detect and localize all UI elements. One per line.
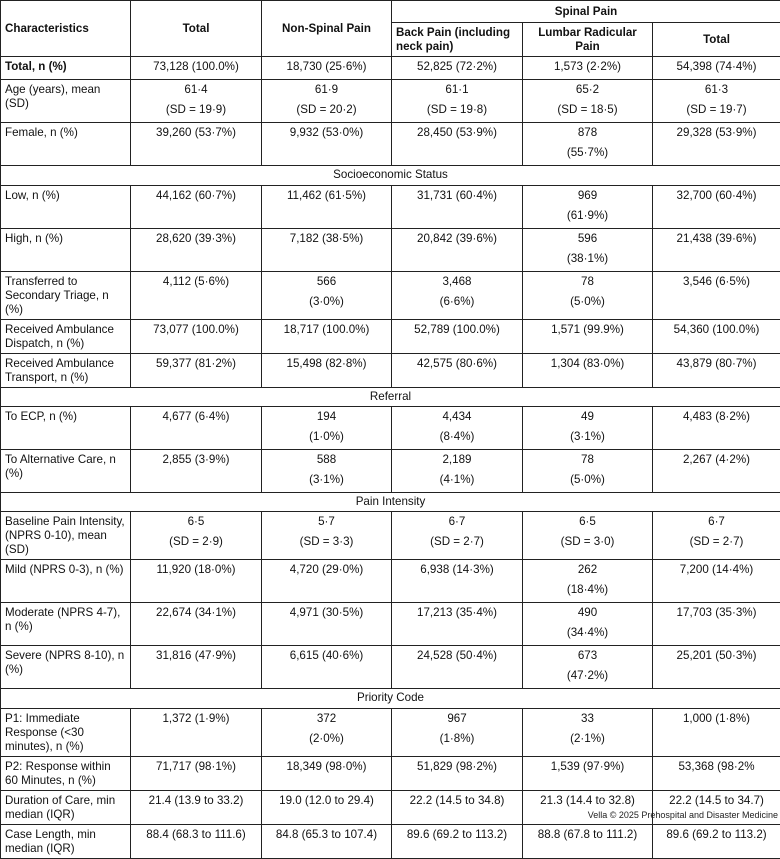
cell-value: 4,483 (8·2%) bbox=[657, 407, 776, 427]
table-cell bbox=[262, 709, 392, 757]
cell-value: 1,573 (2·2%) bbox=[527, 57, 648, 77]
header-non-spinal-pain: Non-Spinal Pain bbox=[262, 1, 392, 57]
table-row bbox=[1, 407, 780, 450]
table-cell bbox=[262, 450, 392, 493]
table-cell bbox=[131, 272, 262, 320]
cell-value-secondary: (SD = 19·9) bbox=[135, 100, 257, 120]
table-cell bbox=[131, 791, 262, 825]
cell-value-secondary: (SD = 20·2) bbox=[266, 100, 387, 120]
table-cell bbox=[131, 512, 262, 560]
cell-value-secondary: (2·1%) bbox=[527, 729, 648, 749]
cell-value: 61·4 bbox=[135, 80, 257, 100]
cell-value: 194 bbox=[266, 407, 387, 427]
table-cell bbox=[653, 354, 780, 388]
table-cell bbox=[523, 560, 653, 603]
cell-value: 31,731 (60·4%) bbox=[396, 186, 518, 206]
cell-value: 6,615 (40·6%) bbox=[266, 646, 387, 666]
copyright-caption: Vella © 2025 Prehospital and Disaster Medicine bbox=[588, 810, 778, 820]
cell-value: 39,260 (53·7%) bbox=[135, 123, 257, 143]
cell-value-secondary: (1·0%) bbox=[266, 427, 387, 447]
cell-value-secondary: (55·7%) bbox=[527, 143, 648, 163]
table-cell bbox=[523, 229, 653, 272]
table-cell bbox=[523, 80, 653, 123]
cell-value: 18,717 (100.0%) bbox=[266, 320, 387, 340]
cell-value: 18,730 (25·6%) bbox=[266, 57, 387, 77]
cell-value: 54,398 (74·4%) bbox=[657, 57, 776, 77]
cell-value: 490 bbox=[527, 603, 648, 623]
table-cell bbox=[523, 512, 653, 560]
cell-value: 24,528 (50·4%) bbox=[396, 646, 518, 666]
section-row bbox=[1, 388, 780, 407]
table-cell bbox=[653, 186, 780, 229]
table-cell bbox=[262, 123, 392, 166]
cell-value-secondary: (SD = 2·7) bbox=[657, 532, 776, 552]
cell-value: 1,000 (1·8%) bbox=[657, 709, 776, 729]
cell-value: 596 bbox=[527, 229, 648, 249]
table-cell bbox=[523, 57, 653, 80]
table-cell bbox=[262, 560, 392, 603]
cell-value: 9,932 (53·0%) bbox=[266, 123, 387, 143]
table-cell bbox=[131, 80, 262, 123]
cell-value: 967 bbox=[396, 709, 518, 729]
cell-value: 51,829 (98·2%) bbox=[396, 757, 518, 777]
cell-value-secondary: (38·1%) bbox=[527, 249, 648, 269]
cell-value: 673 bbox=[527, 646, 648, 666]
table-row bbox=[1, 603, 780, 646]
table-header bbox=[1, 1, 780, 57]
cell-value-secondary: (5·0%) bbox=[527, 470, 648, 490]
table-cell bbox=[392, 354, 523, 388]
table-cell bbox=[392, 80, 523, 123]
row-label: P1: Immediate Response (<30 minutes), n (%) bbox=[1, 709, 131, 757]
table-row bbox=[1, 57, 780, 80]
table-row bbox=[1, 450, 780, 493]
section-heading: Pain Intensity bbox=[1, 493, 780, 512]
table-cell bbox=[523, 186, 653, 229]
table-row bbox=[1, 709, 780, 757]
cell-value: 2,189 bbox=[396, 450, 518, 470]
cell-value: 7,200 (14·4%) bbox=[657, 560, 776, 580]
cell-value-secondary: (SD = 2·9) bbox=[135, 532, 257, 552]
cell-value: 22.2 (14.5 to 34.7) bbox=[657, 791, 776, 811]
cell-value: 61·9 bbox=[266, 80, 387, 100]
header-lumbar-radicular-pain: Lumbar Radicular Pain bbox=[523, 23, 653, 57]
cell-value-secondary: (2·0%) bbox=[266, 729, 387, 749]
row-label: Baseline Pain Intensity, (NPRS 0-10), mean (SD) bbox=[1, 512, 131, 560]
row-label: Severe (NPRS 8-10), n (%) bbox=[1, 646, 131, 689]
header-back-pain: Back Pain (including neck pain) bbox=[392, 23, 523, 57]
row-label: Low, n (%) bbox=[1, 186, 131, 229]
row-label: Age (years), mean (SD) bbox=[1, 80, 131, 123]
cell-value: 4,434 bbox=[396, 407, 518, 427]
cell-value: 89.6 (69.2 to 113.2) bbox=[657, 825, 776, 845]
table-cell bbox=[262, 603, 392, 646]
row-label: High, n (%) bbox=[1, 229, 131, 272]
cell-value: 18,349 (98·0%) bbox=[266, 757, 387, 777]
table-cell bbox=[262, 825, 392, 859]
cell-value: 33 bbox=[527, 709, 648, 729]
cell-value: 21.4 (13.9 to 33.2) bbox=[135, 791, 257, 811]
cell-value: 53,368 (98·2% bbox=[657, 757, 776, 777]
table-body bbox=[1, 57, 780, 859]
cell-value: 2,267 (4·2%) bbox=[657, 450, 776, 470]
cell-value: 566 bbox=[266, 272, 387, 292]
cell-value-secondary: (8·4%) bbox=[396, 427, 518, 447]
cell-value: 4,971 (30·5%) bbox=[266, 603, 387, 623]
cell-value: 588 bbox=[266, 450, 387, 470]
cell-value-secondary: (4·1%) bbox=[396, 470, 518, 490]
table-cell bbox=[262, 272, 392, 320]
cell-value: 52,825 (72·2%) bbox=[396, 57, 518, 77]
table-cell bbox=[653, 320, 780, 354]
row-label: Received Ambulance Transport, n (%) bbox=[1, 354, 131, 388]
table-cell bbox=[392, 229, 523, 272]
table-row bbox=[1, 272, 780, 320]
table-cell bbox=[392, 709, 523, 757]
cell-value: 1,539 (97·9%) bbox=[527, 757, 648, 777]
cell-value: 17,703 (35·3%) bbox=[657, 603, 776, 623]
cell-value: 71,717 (98·1%) bbox=[135, 757, 257, 777]
table-cell bbox=[653, 560, 780, 603]
cell-value-secondary: (1·8%) bbox=[396, 729, 518, 749]
table-cell bbox=[131, 560, 262, 603]
cell-value: 21,438 (39·6%) bbox=[657, 229, 776, 249]
row-label: Transferred to Secondary Triage, n (%) bbox=[1, 272, 131, 320]
table-cell bbox=[392, 646, 523, 689]
cell-value: 32,700 (60·4%) bbox=[657, 186, 776, 206]
table-row bbox=[1, 186, 780, 229]
table-row bbox=[1, 354, 780, 388]
table-cell bbox=[392, 57, 523, 80]
table-cell bbox=[262, 757, 392, 791]
table-row bbox=[1, 757, 780, 791]
table-cell bbox=[262, 791, 392, 825]
table-cell bbox=[653, 123, 780, 166]
table-cell bbox=[392, 757, 523, 791]
table-cell bbox=[523, 603, 653, 646]
cell-value: 89.6 (69.2 to 113.2) bbox=[396, 825, 518, 845]
header-characteristics: Characteristics bbox=[1, 1, 131, 57]
table-cell bbox=[392, 560, 523, 603]
cell-value: 4,677 (6·4%) bbox=[135, 407, 257, 427]
cell-value: 5·7 bbox=[266, 512, 387, 532]
cell-value-secondary: (6·6%) bbox=[396, 292, 518, 312]
cell-value: 262 bbox=[527, 560, 648, 580]
header-total: Total bbox=[131, 1, 262, 57]
table-cell bbox=[523, 450, 653, 493]
cell-value-secondary: (18·4%) bbox=[527, 580, 648, 600]
cell-value: 28,450 (53·9%) bbox=[396, 123, 518, 143]
row-label: Received Ambulance Dispatch, n (%) bbox=[1, 320, 131, 354]
cell-value: 61·3 bbox=[657, 80, 776, 100]
cell-value-secondary: (SD = 3·3) bbox=[266, 532, 387, 552]
table-cell bbox=[523, 407, 653, 450]
table-cell bbox=[392, 272, 523, 320]
table-cell bbox=[392, 825, 523, 859]
cell-value: 22,674 (34·1%) bbox=[135, 603, 257, 623]
table-row bbox=[1, 80, 780, 123]
cell-value: 25,201 (50·3%) bbox=[657, 646, 776, 666]
table-cell bbox=[653, 80, 780, 123]
table-cell bbox=[131, 354, 262, 388]
cell-value-secondary: (47·2%) bbox=[527, 666, 648, 686]
cell-value: 6·5 bbox=[135, 512, 257, 532]
cell-value: 20,842 (39·6%) bbox=[396, 229, 518, 249]
cell-value: 6,938 (14·3%) bbox=[396, 560, 518, 580]
cell-value-secondary: (3·1%) bbox=[266, 470, 387, 490]
table-cell bbox=[392, 791, 523, 825]
table-cell bbox=[653, 709, 780, 757]
table-cell bbox=[653, 603, 780, 646]
table-cell bbox=[653, 57, 780, 80]
cell-value: 88.4 (68.3 to 111.6) bbox=[135, 825, 257, 845]
cell-value-secondary: (34·4%) bbox=[527, 623, 648, 643]
table-cell bbox=[131, 407, 262, 450]
table-cell bbox=[392, 186, 523, 229]
table-cell bbox=[653, 757, 780, 791]
table-cell bbox=[653, 646, 780, 689]
table-cell bbox=[262, 407, 392, 450]
cell-value: 21.3 (14.4 to 32.8) bbox=[527, 791, 648, 811]
cell-value: 49 bbox=[527, 407, 648, 427]
table-cell bbox=[392, 320, 523, 354]
table-cell bbox=[392, 603, 523, 646]
table-cell bbox=[523, 646, 653, 689]
table-cell bbox=[131, 320, 262, 354]
table-row bbox=[1, 229, 780, 272]
row-label: Duration of Care, min median (IQR) bbox=[1, 791, 131, 825]
table-cell bbox=[653, 450, 780, 493]
table-cell bbox=[523, 757, 653, 791]
cell-value: 73,077 (100.0%) bbox=[135, 320, 257, 340]
cell-value: 1,372 (1·9%) bbox=[135, 709, 257, 729]
table-cell bbox=[131, 603, 262, 646]
cell-value-secondary: (SD = 19·7) bbox=[657, 100, 776, 120]
table-cell bbox=[523, 825, 653, 859]
section-row bbox=[1, 689, 780, 709]
cell-value: 3,546 (6·5%) bbox=[657, 272, 776, 292]
cell-value-secondary: (SD = 19·8) bbox=[396, 100, 518, 120]
cell-value-secondary: (3·0%) bbox=[266, 292, 387, 312]
cell-value: 7,182 (38·5%) bbox=[266, 229, 387, 249]
table-cell bbox=[523, 320, 653, 354]
section-row bbox=[1, 166, 780, 186]
table-cell bbox=[131, 123, 262, 166]
table-cell bbox=[653, 229, 780, 272]
cell-value: 28,620 (39·3%) bbox=[135, 229, 257, 249]
table-row bbox=[1, 825, 780, 859]
table-cell bbox=[523, 709, 653, 757]
cell-value: 59,377 (81·2%) bbox=[135, 354, 257, 374]
table-cell bbox=[392, 407, 523, 450]
cell-value: 73,128 (100.0%) bbox=[135, 57, 257, 77]
table-cell bbox=[131, 57, 262, 80]
cell-value: 54,360 (100.0%) bbox=[657, 320, 776, 340]
cell-value: 4,112 (5·6%) bbox=[135, 272, 257, 292]
table-cell bbox=[262, 57, 392, 80]
table-cell bbox=[653, 407, 780, 450]
row-label: Case Length, min median (IQR) bbox=[1, 825, 131, 859]
cell-value-secondary: (3·1%) bbox=[527, 427, 648, 447]
table-cell bbox=[523, 272, 653, 320]
table-cell bbox=[392, 450, 523, 493]
table-cell bbox=[653, 272, 780, 320]
table-cell bbox=[392, 123, 523, 166]
table-cell bbox=[262, 229, 392, 272]
cell-value-secondary: (SD = 3·0) bbox=[527, 532, 648, 552]
cell-value: 29,328 (53·9%) bbox=[657, 123, 776, 143]
cell-value: 2,855 (3·9%) bbox=[135, 450, 257, 470]
cell-value: 78 bbox=[527, 450, 648, 470]
cell-value-secondary: (SD = 18·5) bbox=[527, 100, 648, 120]
cell-value: 65·2 bbox=[527, 80, 648, 100]
cell-value: 15,498 (82·8%) bbox=[266, 354, 387, 374]
table-cell bbox=[392, 512, 523, 560]
cell-value-secondary: (5·0%) bbox=[527, 292, 648, 312]
cell-value: 22.2 (14.5 to 34.8) bbox=[396, 791, 518, 811]
table-cell bbox=[131, 757, 262, 791]
cell-value: 31,816 (47·9%) bbox=[135, 646, 257, 666]
cell-value: 1,304 (83·0%) bbox=[527, 354, 648, 374]
cell-value: 3,468 bbox=[396, 272, 518, 292]
cell-value: 4,720 (29·0%) bbox=[266, 560, 387, 580]
cell-value: 17,213 (35·4%) bbox=[396, 603, 518, 623]
table-cell bbox=[262, 80, 392, 123]
table-cell bbox=[131, 646, 262, 689]
row-label: To Alternative Care, n (%) bbox=[1, 450, 131, 493]
header-spinal-total: Total bbox=[653, 23, 780, 57]
section-heading: Referral bbox=[1, 388, 780, 407]
cell-value: 44,162 (60·7%) bbox=[135, 186, 257, 206]
cell-value: 969 bbox=[527, 186, 648, 206]
row-label: Total, n (%) bbox=[1, 57, 131, 80]
row-label: Female, n (%) bbox=[1, 123, 131, 166]
cell-value: 1,571 (99.9%) bbox=[527, 320, 648, 340]
cell-value: 19.0 (12.0 to 29.4) bbox=[266, 791, 387, 811]
cell-value-secondary: (SD = 2·7) bbox=[396, 532, 518, 552]
cell-value: 11,920 (18·0%) bbox=[135, 560, 257, 580]
table-cell bbox=[262, 354, 392, 388]
table-cell bbox=[131, 450, 262, 493]
cell-value: 52,789 (100.0%) bbox=[396, 320, 518, 340]
cell-value: 6·7 bbox=[657, 512, 776, 532]
cell-value: 42,575 (80·6%) bbox=[396, 354, 518, 374]
table-row bbox=[1, 560, 780, 603]
table-cell bbox=[131, 709, 262, 757]
cell-value: 6·5 bbox=[527, 512, 648, 532]
table-cell bbox=[523, 123, 653, 166]
cell-value: 372 bbox=[266, 709, 387, 729]
table-cell bbox=[262, 512, 392, 560]
table-cell bbox=[262, 320, 392, 354]
table-row bbox=[1, 123, 780, 166]
section-heading: Priority Code bbox=[1, 689, 780, 709]
row-label: To ECP, n (%) bbox=[1, 407, 131, 450]
cell-value: 6·7 bbox=[396, 512, 518, 532]
cell-value: 61·1 bbox=[396, 80, 518, 100]
table-cell bbox=[653, 512, 780, 560]
table-cell bbox=[262, 646, 392, 689]
table-cell bbox=[131, 825, 262, 859]
cell-value: 43,879 (80·7%) bbox=[657, 354, 776, 374]
table-row bbox=[1, 512, 780, 560]
table-cell bbox=[131, 186, 262, 229]
cell-value: 84.8 (65.3 to 107.4) bbox=[266, 825, 387, 845]
table-row bbox=[1, 320, 780, 354]
table-cell bbox=[523, 354, 653, 388]
table-cell bbox=[262, 186, 392, 229]
cell-value: 78 bbox=[527, 272, 648, 292]
header-spinal-pain-group: Spinal Pain bbox=[392, 1, 780, 23]
row-label: Mild (NPRS 0-3), n (%) bbox=[1, 560, 131, 603]
table-cell bbox=[131, 229, 262, 272]
cell-value: 11,462 (61·5%) bbox=[266, 186, 387, 206]
section-row bbox=[1, 493, 780, 512]
table-row bbox=[1, 646, 780, 689]
table-cell bbox=[653, 825, 780, 859]
cell-value: 878 bbox=[527, 123, 648, 143]
cell-value: 88.8 (67.8 to 111.2) bbox=[527, 825, 648, 845]
section-heading: Socioeconomic Status bbox=[1, 166, 780, 186]
row-label: Moderate (NPRS 4-7), n (%) bbox=[1, 603, 131, 646]
row-label: P2: Response within 60 Minutes, n (%) bbox=[1, 757, 131, 791]
cell-value-secondary: (61·9%) bbox=[527, 206, 648, 226]
